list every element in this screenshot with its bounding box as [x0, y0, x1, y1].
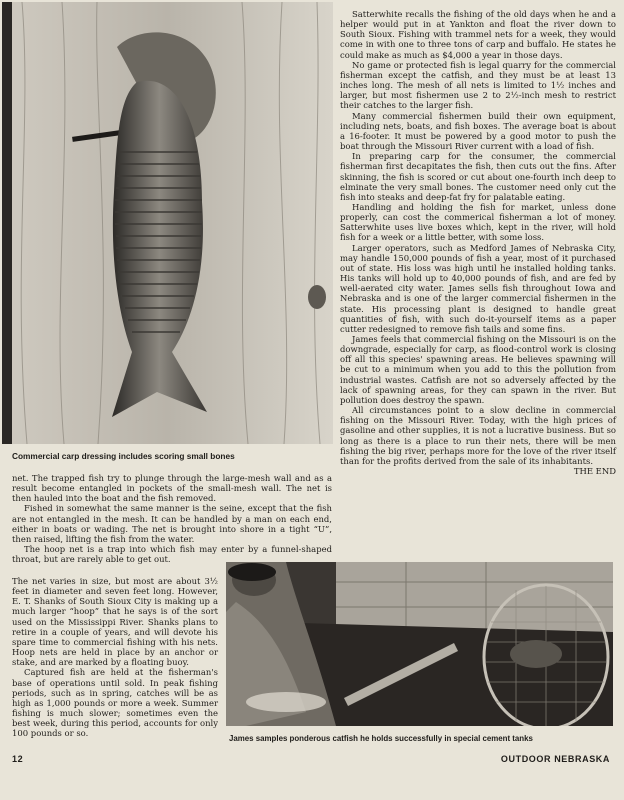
- article-paragraph: Many commercial fishermen build their own equipment, including nets, boats, and fish boxes. The average boat is about a 16-footer. It must be powered by a good motor to push the boat through the Missouri River current with a load of fish.: [340, 110, 616, 152]
- the-end-marker: THE END: [573, 466, 616, 477]
- article-left-column-narrow: [12, 576, 218, 739]
- article-paragraph: No game or protected fish is legal quarry for the commercial fisherman except the catfish, and they must be at least 13 inches long. The mesh of all nets is limited to 1½ inches and larger, but most fishermen use 2 to 2½-inch mesh to restrict their catches to the larger fish.: [340, 59, 616, 111]
- page-number: 12: [12, 754, 24, 764]
- article-paragraph: All circumstances point to a slow decline in commercial fishing on the Missouri River. Today, with the high prices of gasoline and other supplies, it is not a lucrative business. But so long as there is a place to run their nets, there will be men fishing the big river, perhaps more for the love of the river itself than for the profits derived from the sale of its inhabitants. THE END: [340, 405, 616, 477]
- article-left-column: [12, 473, 332, 564]
- article-paragraph: Fished in somewhat the same manner is the seine, except that the fish are not entangled in the mesh. It can be handled by a man on each end, either in boats or wading. The net is brought into shore in a tight “U”, then raised, lifting the fish from the water.: [12, 503, 332, 544]
- top-photo-caption: Commercial carp dressing includes scoring small bones: [12, 451, 235, 461]
- article-paragraph: Handling and holding the fish for market, unless done properly, can cost the commerical fisherman a lot of money. Satterwhite uses live boxes which, kept in the river, will hold fish for a week or a little better, with some loss.: [340, 201, 616, 243]
- bottom-photo-caption: James samples ponderous catfish he holds successfully in special cement tanks: [229, 734, 533, 743]
- article-paragraph: In preparing carp for the consumer, the commercial fisherman first decapitates the fish, then cuts out the fins. After skinning, the fish is scored or cut about one-fourth inch deep to elminate the very small bones. The customer need only cut the fish into steaks and deep-fat fry for palatable eating.: [340, 151, 616, 202]
- carp-dressing-photo: [2, 2, 333, 444]
- article-paragraph: net. The trapped fish try to plunge through the large-mesh wall and as a result become entangled in pockets of the small-mesh wall. The net is then hauled into the boat and the fish removed.: [12, 473, 332, 504]
- article-paragraph: Captured fish are held at the fisherman's base of operations until sold. In peak fishing periods, such as in spring, catches will be as high as 1,000 pounds or more a week. Summer fishing is much slower; sometimes even the best week, during this period, accounts for only 100 pounds or so.: [12, 667, 218, 739]
- article-paragraph: Satterwhite recalls the fishing of the old days when he and a helper would put in at Yankton and float the river down to South Sioux. Fishing with trammel nets for a week, they would come in with one to three tons of carp and buffalo. He states he could make as much as $4,000 a year in those days.: [340, 9, 616, 60]
- article-paragraph: The hoop net is a trap into which fish may enter by a funnel-shaped throat, but are rarely able to get out.: [12, 544, 332, 565]
- article-paragraph: The net varies in size, but most are about 3½ feet in diameter and seven feet long. However, E. T. Shanks of South Sioux City is making up a much larger “hoop” that he says is of the sort used on the Mississippi River. Shanks plans to retire in a couple of years, and will devote his spare time to commercial fishing with his nets. Hoop nets are held in place by an anchor or stake, and are marked by a floating buoy.: [12, 576, 218, 668]
- article-paragraph: Larger operators, such as Medford James of Nebraska City, may handle 150,000 pounds of fish a year, most of it purchased out of state. His loss was high until he installed holding tanks. His tanks will hold up to 40,000 pounds of fish, and are fed by well-aerated city water. James sells fish throughout Iowa and Nebraska and is one of the larger commercial fishermen in the state. His processing plant is designed to handle great quantities of fish, with such do-it-yourself items as a paper cutter redesigned to remove fish tails and some fins.: [340, 242, 616, 334]
- catfish-tank-photo: [226, 562, 613, 726]
- article-paragraph: James feels that commercial fishing on the Missouri is on the downgrade, especially for carp, as flood-control work is closing off all this species' spawning areas. He believes spawning will be cut to a minimum when you add to this the pollution from industrial wastes. Catfish are not so adversely affected by the lack of spawning areas, for they can spawn in the river. But pollution does destroy the spawn.: [340, 334, 616, 405]
- article-right-column: [340, 9, 616, 476]
- magazine-name: OUTDOOR NEBRASKA: [500, 754, 610, 764]
